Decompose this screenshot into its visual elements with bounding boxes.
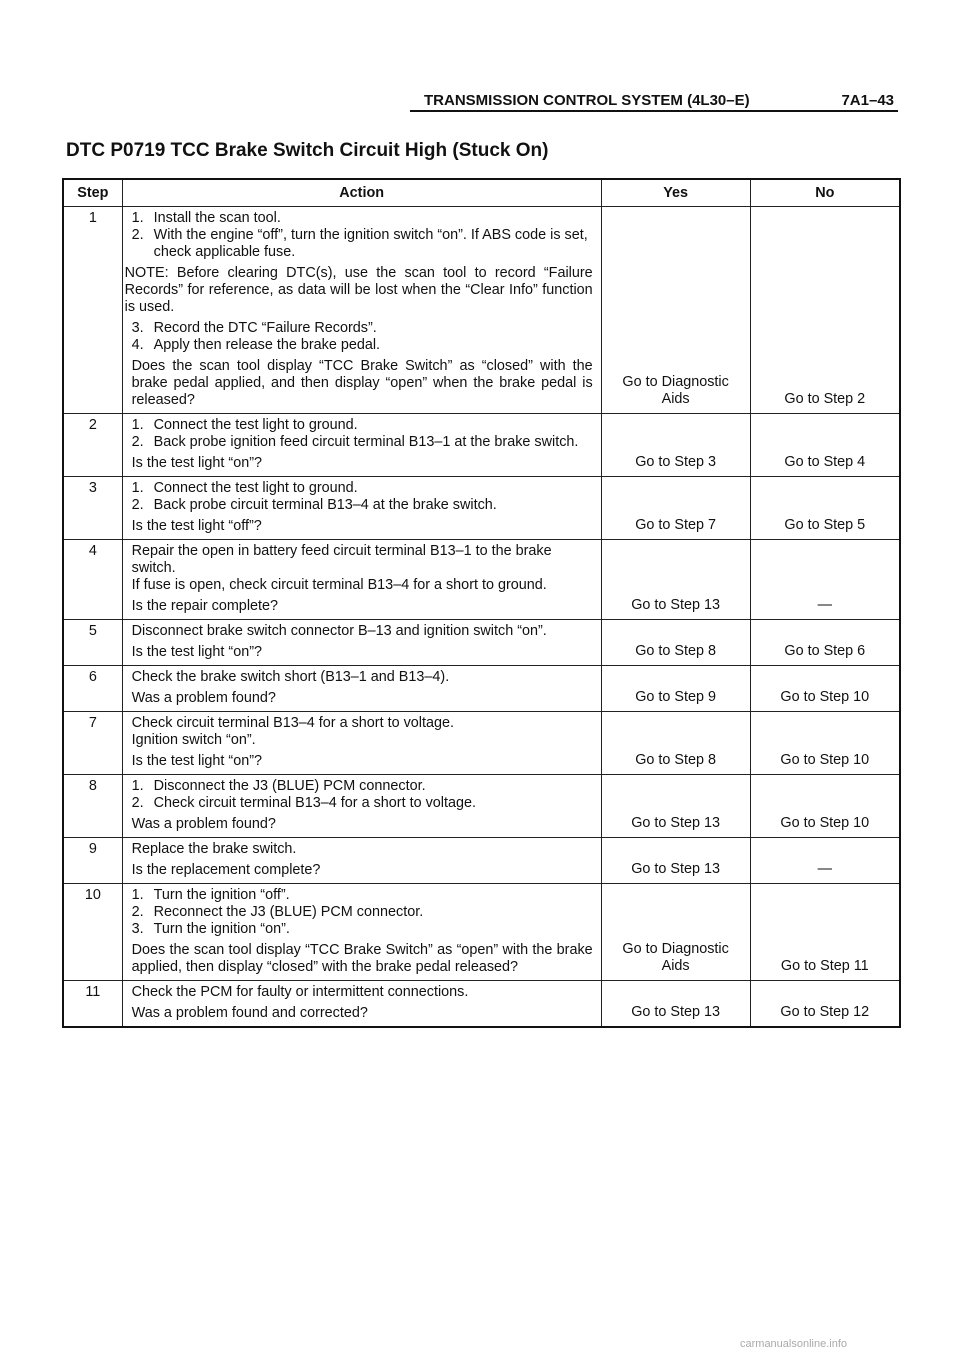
step-number: 3: [63, 477, 122, 540]
column-header-yes: Yes: [601, 179, 750, 207]
header-rule: [410, 110, 898, 112]
step-number: 6: [63, 666, 122, 712]
section-title: TRANSMISSION CONTROL SYSTEM (4L30–E): [424, 92, 750, 109]
list-item: 2. Reconnect the J3 (BLUE) PCM connector.: [131, 904, 424, 920]
list-item: 2. Check circuit terminal B13–4 for a short to voltage.: [131, 795, 476, 811]
list-item: 1. Install the scan tool.: [131, 210, 281, 226]
no-cell: Go to Step 5: [750, 477, 900, 540]
action-list: [132, 778, 593, 812]
step-number: 1: [63, 207, 122, 414]
list-item: 1. Disconnect the J3 (BLUE) PCM connector.: [131, 778, 426, 794]
yes-cell: Go to Step 9: [601, 666, 750, 712]
list-item: 2. Back probe circuit terminal B13–4 at the brake switch.: [131, 497, 497, 513]
question-text: Is the repair complete?: [131, 598, 279, 614]
action-text: Check the PCM for faulty or intermittent connections.: [131, 984, 469, 1000]
yes-cell: Go to Diagnostic Aids: [601, 884, 750, 981]
no-cell: Go to Step 6: [750, 620, 900, 666]
action-cell: [122, 620, 601, 666]
step-number: 8: [63, 775, 122, 838]
yes-cell: Go to Step 8: [601, 620, 750, 666]
yes-cell: Go to Step 13: [601, 838, 750, 884]
no-cell: Go to Step 11: [750, 884, 900, 981]
list-item: 1. Connect the test light to ground.: [131, 480, 358, 496]
action-list: [132, 480, 593, 514]
step-number: 5: [63, 620, 122, 666]
table-row: [63, 477, 900, 540]
action-text: Check circuit terminal B13–4 for a short to voltage.: [131, 715, 454, 731]
table-row: [63, 207, 900, 414]
question-text: Is the test light “on”?: [131, 644, 263, 660]
column-header-action: Action: [122, 179, 601, 207]
question-text: Does the scan tool display “TCC Brake Switch” as “open” with the brake applied, then display “closed” with the brake pedal released?: [131, 942, 593, 975]
action-cell: [122, 666, 601, 712]
page-number: 7A1–43: [841, 92, 894, 109]
action-list: [132, 320, 593, 354]
yes-cell: Go to Step 7: [601, 477, 750, 540]
step-number: 9: [63, 838, 122, 884]
action-cell: [122, 775, 601, 838]
table-row: [63, 414, 900, 477]
list-item: 3. Turn the ignition “on”.: [131, 921, 290, 937]
no-cell: Go to Step 10: [750, 666, 900, 712]
table-row: [63, 540, 900, 620]
list-item: 1. Connect the test light to ground.: [131, 417, 358, 433]
yes-cell: Go to Step 8: [601, 712, 750, 775]
question-text: Does the scan tool display “TCC Brake Switch” as “closed” with the brake pedal applied, and then display “open” when the brake pedal is released?: [131, 358, 593, 408]
step-number: 7: [63, 712, 122, 775]
step-number: 4: [63, 540, 122, 620]
action-list: [132, 210, 593, 261]
note-text: NOTE: Before clearing DTC(s), use the scan tool to record “Failure Records” for reference, as data will be lost when the “Clear Info” function is used.: [124, 265, 593, 315]
action-cell: [122, 207, 601, 414]
action-cell: [122, 981, 601, 1028]
yes-cell: Go to Step 13: [601, 981, 750, 1028]
action-text: If fuse is open, check circuit terminal B13–4 for a short to ground.: [131, 577, 547, 593]
action-cell: [122, 884, 601, 981]
action-text: Ignition switch “on”.: [131, 732, 256, 748]
table-header-row: [63, 179, 900, 207]
question-text: Is the test light “off”?: [131, 518, 262, 534]
page-title: DTC P0719 TCC Brake Switch Circuit High (Stuck On): [66, 140, 549, 161]
action-cell: [122, 414, 601, 477]
question-text: Was a problem found?: [131, 816, 276, 832]
action-text: Disconnect brake switch connector B–13 and ignition switch “on”.: [131, 623, 547, 639]
table-row: [63, 884, 900, 981]
no-cell: Go to Step 2: [750, 207, 900, 414]
question-text: Is the test light “on”?: [131, 753, 263, 769]
no-cell: Go to Step 12: [750, 981, 900, 1028]
list-item: 2. With the engine “off”, turn the ignition switch “on”. If ABS code is set, check applicable fuse.: [131, 227, 588, 260]
yes-cell: Go to Step 13: [601, 775, 750, 838]
no-cell: Go to Step 10: [750, 712, 900, 775]
list-item: 4. Apply then release the brake pedal.: [131, 337, 381, 353]
action-text: Replace the brake switch.: [131, 841, 297, 857]
yes-cell: Go to Step 13: [601, 540, 750, 620]
table-row: [63, 775, 900, 838]
step-number: 10: [63, 884, 122, 981]
table-row: [63, 666, 900, 712]
action-text: Repair the open in battery feed circuit terminal B13–1 to the brake switch.: [131, 543, 552, 576]
table-row: [63, 620, 900, 666]
step-number: 11: [63, 981, 122, 1028]
no-cell: —: [750, 838, 900, 884]
action-cell: [122, 477, 601, 540]
question-text: Is the replacement complete?: [131, 862, 321, 878]
yes-cell: Go to Diagnostic Aids: [601, 207, 750, 414]
diagnostic-table: [62, 178, 901, 1028]
yes-cell: Go to Step 3: [601, 414, 750, 477]
action-cell: [122, 540, 601, 620]
question-text: Was a problem found?: [131, 690, 276, 706]
no-cell: Go to Step 10: [750, 775, 900, 838]
no-cell: Go to Step 4: [750, 414, 900, 477]
watermark: carmanualsonline.info: [740, 1338, 848, 1350]
list-item: 1. Turn the ignition “off”.: [131, 887, 290, 903]
table-row: [63, 981, 900, 1028]
action-list: [132, 887, 593, 938]
page-header: [410, 90, 898, 112]
column-header-step: Step: [63, 179, 122, 207]
action-list: [132, 417, 593, 451]
action-text: Check the brake switch short (B13–1 and B13–4).: [131, 669, 450, 685]
list-item: 2. Back probe ignition feed circuit terminal B13–1 at the brake switch.: [131, 434, 579, 450]
column-header-no: No: [750, 179, 900, 207]
step-number: 2: [63, 414, 122, 477]
action-cell: [122, 712, 601, 775]
question-text: Was a problem found and corrected?: [131, 1005, 368, 1021]
table-row: [63, 838, 900, 884]
list-item: 3. Record the DTC “Failure Records”.: [131, 320, 377, 336]
no-cell: —: [750, 540, 900, 620]
action-cell: [122, 838, 601, 884]
question-text: Is the test light “on”?: [131, 455, 263, 471]
table-row: [63, 712, 900, 775]
